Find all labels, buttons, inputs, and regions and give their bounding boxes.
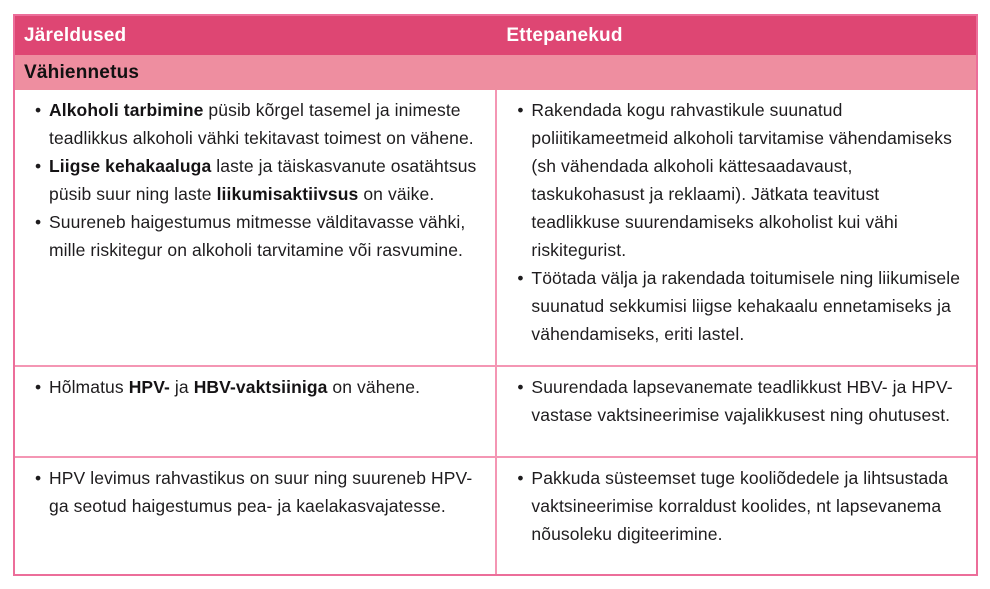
bullet-list xyxy=(511,96,968,348)
bullet-list xyxy=(511,373,968,429)
bullet-text: Alkoholi tarbimine püsib kõrgel tasemel ja inimeste teadlikkus alkoholi vähki tekitavast toimest on vähene. xyxy=(49,100,474,148)
proposal-cell xyxy=(497,367,976,456)
bullet-item xyxy=(511,464,968,548)
bullet-item xyxy=(29,464,487,520)
bullet-text: Suurendada lapsevanemate teadlikkust HBV- ja HPV-vastase vaktsineerimise vajalikkusest ning ohutusest. xyxy=(531,377,953,425)
bullet-item xyxy=(511,264,968,348)
bullet-icon: • xyxy=(517,100,524,120)
bullet-item xyxy=(511,373,968,429)
bullet-icon: • xyxy=(35,100,42,120)
section-row xyxy=(15,55,976,90)
bullet-text: Rakendada kogu rahvastikule suunatud poliitikameetmeid alkoholi tarvitamise vähendamiseks (sh vähendada alkoholi kättesaadavaust, taskukohasust ja reklaami). Jätkata teavitust teadlikkuse suurendamiseks alkoholist kui vähi riskitegurist. xyxy=(531,100,952,260)
bullet-text: Suureneb haigestumus mitmesse välditavasse vähki, mille riskitegur on alkoholi tarvitamine või rasvumine. xyxy=(49,212,466,260)
bullet-list xyxy=(29,464,487,520)
bullet-icon: • xyxy=(35,468,42,488)
conclusion-cell xyxy=(15,458,497,574)
bullet-icon: • xyxy=(35,377,42,397)
conclusion-cell xyxy=(15,367,497,456)
bullet-icon: • xyxy=(35,212,42,232)
bullet-item xyxy=(29,152,487,208)
table-row xyxy=(15,365,976,456)
bullet-text: HPV levimus rahvastikus on suur ning suureneb HPV-ga seotud haigestumus pea- ja kaelakasvajatesse. xyxy=(49,468,473,516)
conclusions-proposals-table xyxy=(13,14,978,576)
bullet-text: Hõlmatus HPV- ja HBV-vaktsiiniga on vähene. xyxy=(49,377,421,397)
conclusion-cell xyxy=(15,90,497,365)
bullet-text: Töötada välja ja rakendada toitumisele ning liikumisele suunatud sekkumisi liigse kehakaalu ennetamiseks ja vähendamiseks, eriti lastel. xyxy=(531,268,961,344)
column-header-conclusions: Järeldused xyxy=(24,24,127,46)
bullet-list xyxy=(29,373,487,401)
bullet-item xyxy=(29,373,487,401)
table-header-row xyxy=(15,16,976,55)
section-title: Vähiennetus xyxy=(24,61,140,83)
proposal-cell xyxy=(497,90,976,365)
table-body xyxy=(15,90,976,574)
bullet-item xyxy=(29,208,487,264)
table-row xyxy=(15,90,976,365)
bullet-item xyxy=(29,96,487,152)
bullet-icon: • xyxy=(517,377,524,397)
bullet-icon: • xyxy=(517,268,524,288)
bullet-list xyxy=(511,464,968,548)
bullet-item xyxy=(511,96,968,264)
bullet-text: Liigse kehakaaluga laste ja täiskasvanute osatähtsus püsib suur ning laste liikumisaktiivsus on väike. xyxy=(49,156,477,204)
column-header-proposals: Ettepanekud xyxy=(506,24,623,46)
bullet-text: Pakkuda süsteemset tuge kooliõdedele ja lihtsustada vaktsineerimise korraldust koolides, nt lapsevanema nõusoleku digiteerimine. xyxy=(531,468,949,544)
table-row xyxy=(15,456,976,574)
bullet-list xyxy=(29,96,487,264)
bullet-icon: • xyxy=(35,156,42,176)
proposal-cell xyxy=(497,458,976,574)
bullet-icon: • xyxy=(517,468,524,488)
